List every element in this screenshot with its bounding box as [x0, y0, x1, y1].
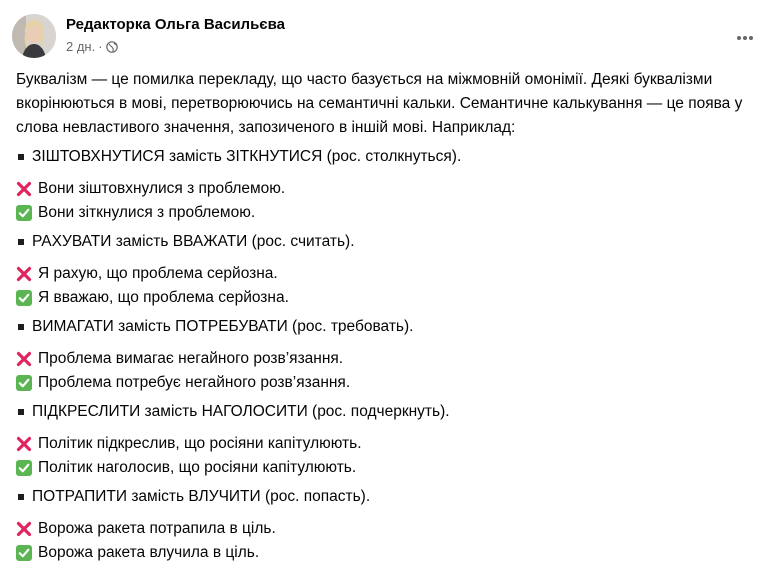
- cross-mark-icon: [16, 351, 32, 367]
- wrong-example: [16, 177, 769, 201]
- check-mark-icon: [16, 460, 32, 476]
- buklvalism-sections: [16, 145, 769, 565]
- more-options-button[interactable]: [727, 20, 763, 56]
- right-example: [16, 541, 769, 565]
- globe-icon[interactable]: [106, 41, 118, 53]
- check-mark-icon: [16, 545, 32, 561]
- cross-mark-icon: [16, 266, 32, 282]
- post-text: [16, 68, 769, 565]
- right-example: [16, 286, 769, 310]
- avatar-image: [12, 14, 56, 58]
- term-line: [16, 315, 769, 339]
- bullet-square-icon: [18, 324, 24, 330]
- wrong-example: [16, 347, 769, 371]
- bullet-square-icon: [18, 409, 24, 415]
- bullet-square-icon: [18, 239, 24, 245]
- right-example-text: Політик наголосив, що росіяни капітулюють.: [38, 459, 357, 476]
- post-meta: [66, 39, 285, 55]
- right-example-text: Проблема потребує негайного розв’язання.: [38, 374, 351, 391]
- right-example: [16, 201, 769, 225]
- cross-mark-icon: [16, 521, 32, 537]
- cross-mark-icon: [16, 181, 32, 197]
- term-line: [16, 145, 769, 169]
- example-section: [16, 400, 769, 480]
- term-text: РАХУВАТИ замість ВВАЖАТИ (рос. считать).: [32, 233, 355, 250]
- post-timestamp[interactable]: 2 дн.: [66, 39, 96, 54]
- post-intro: Буквалізм — це помилка перекладу, що часто базується на міжмовній омонімії. Деякі буквалізми вкорінюються в мові, перетворюючись на семантичні кальки. Семантичне калькування — це поява у слова невластивого значення, запозиченого в іншій мові. Наприклад:: [16, 71, 743, 136]
- examples-block: [16, 517, 769, 565]
- examples-block: [16, 432, 769, 480]
- right-example-text: Вони зіткнулися з проблемою.: [38, 204, 256, 221]
- meta-separator: ·: [98, 39, 103, 54]
- term-line: [16, 400, 769, 424]
- term-text: ПОТРАПИТИ замість ВЛУЧИТИ (рос. попасть).: [32, 488, 371, 505]
- examples-block: [16, 262, 769, 310]
- wrong-example: [16, 517, 769, 541]
- term-text: ПІДКРЕСЛИТИ замість НАГОЛОСИТИ (рос. подчеркнуть).: [32, 403, 450, 420]
- term-text: ВИМАГАТИ замість ПОТРЕБУВАТИ (рос. требовать).: [32, 318, 414, 335]
- examples-block: [16, 177, 769, 225]
- author-block: [66, 15, 285, 55]
- right-example-text: Ворожа ракета влучила в ціль.: [38, 544, 260, 561]
- examples-block: [16, 347, 769, 395]
- wrong-example: [16, 262, 769, 286]
- check-mark-icon: [16, 290, 32, 306]
- example-section: [16, 230, 769, 310]
- more-dots-icon: [735, 28, 755, 48]
- author-name[interactable]: Редакторка Ольга Васильєва: [66, 16, 285, 33]
- bullet-square-icon: [18, 494, 24, 500]
- example-section: [16, 485, 769, 565]
- wrong-example-text: Проблема вимагає негайного розв’язання.: [38, 350, 344, 367]
- author-avatar[interactable]: [12, 14, 56, 58]
- term-line: [16, 230, 769, 254]
- term-text: ЗІШТОВХНУТИСЯ замість ЗІТКНУТИСЯ (рос. столкнуться).: [32, 148, 462, 165]
- wrong-example: [16, 432, 769, 456]
- example-section: [16, 145, 769, 225]
- wrong-example-text: Політик підкреслив, що росіяни капітулюють.: [38, 435, 362, 452]
- wrong-example-text: Вони зіштовхнулися з проблемою.: [38, 180, 286, 197]
- wrong-example-text: Ворожа ракета потрапила в ціль.: [38, 520, 276, 537]
- right-example: [16, 371, 769, 395]
- example-section: [16, 315, 769, 395]
- post-header: [12, 12, 771, 58]
- bullet-square-icon: [18, 154, 24, 160]
- right-example-text: Я вважаю, що проблема серйозна.: [38, 289, 289, 306]
- right-example: [16, 456, 769, 480]
- check-mark-icon: [16, 375, 32, 391]
- check-mark-icon: [16, 205, 32, 221]
- term-line: [16, 485, 769, 509]
- cross-mark-icon: [16, 436, 32, 452]
- wrong-example-text: Я рахую, що проблема серйозна.: [38, 265, 278, 282]
